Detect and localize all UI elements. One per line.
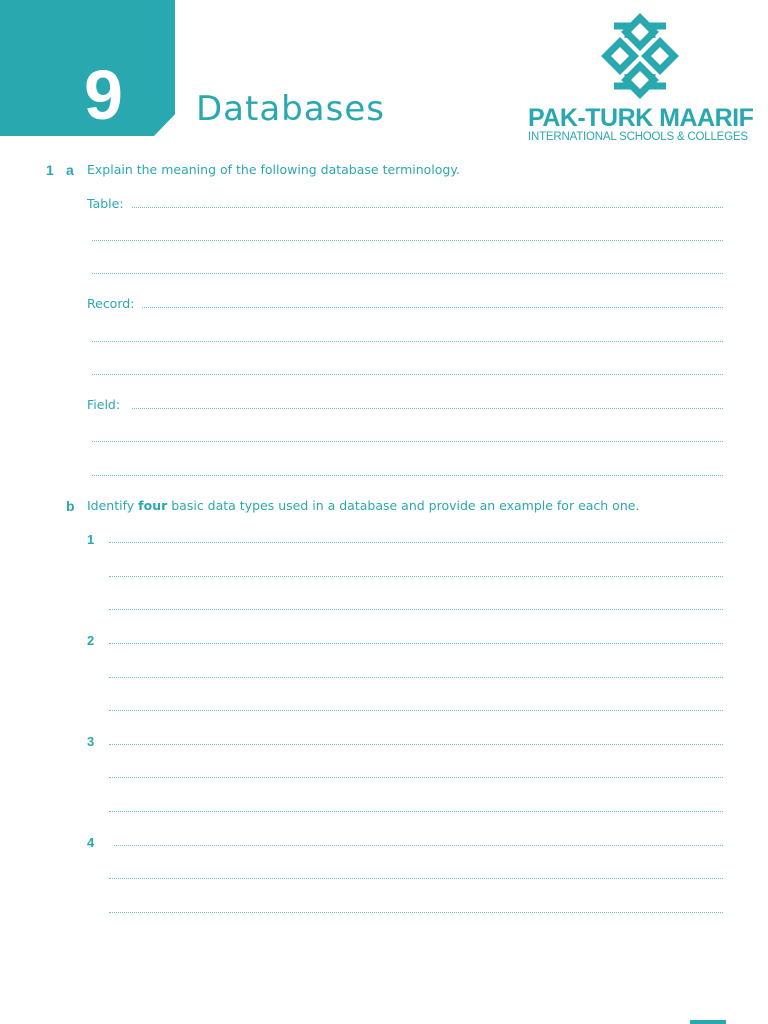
part-b-label: b [66, 498, 75, 514]
logo-subtitle: INTERNATIONAL SCHOOLS & COLLEGES [528, 131, 748, 143]
answer-line[interactable] [109, 811, 723, 812]
answer-line[interactable] [114, 845, 723, 846]
term-label-field: Field: [87, 397, 121, 412]
page-title: Databases [196, 89, 385, 129]
term-label-table: Table: [87, 196, 124, 211]
answer-line[interactable] [92, 341, 723, 342]
part-a-prompt: Explain the meaning of the following database terminology. [87, 162, 460, 177]
answer-line[interactable] [92, 240, 723, 241]
answer-line[interactable] [109, 744, 723, 745]
item-number: 2 [87, 633, 95, 648]
item-number: 3 [87, 734, 95, 749]
answer-line[interactable] [109, 710, 723, 711]
answer-line[interactable] [142, 307, 723, 308]
part-b-prompt: Identify four basic data types used in a database and provide an example for each one. [87, 498, 640, 513]
answer-line[interactable] [109, 878, 723, 879]
page-corner-mark [690, 1020, 726, 1024]
answer-line[interactable] [92, 273, 723, 274]
answer-line[interactable] [109, 912, 723, 913]
item-number: 1 [87, 532, 95, 547]
answer-line[interactable] [92, 441, 723, 442]
term-label-record: Record: [87, 296, 135, 311]
answer-line[interactable] [132, 408, 723, 409]
answer-line[interactable] [92, 475, 723, 476]
question-number: 1 [46, 162, 54, 178]
answer-line[interactable] [92, 374, 723, 375]
logo-name: PAK-TURK MAARIF [528, 104, 754, 132]
answer-line[interactable] [132, 207, 723, 208]
answer-line[interactable] [109, 777, 723, 778]
answer-line[interactable] [109, 677, 723, 678]
maarif-logo-icon [592, 12, 688, 100]
item-number: 4 [87, 835, 95, 850]
answer-line[interactable] [109, 643, 723, 644]
part-a-label: a [66, 162, 74, 178]
answer-line[interactable] [109, 542, 723, 543]
answer-line[interactable] [109, 576, 723, 577]
chapter-number: 9 [84, 56, 123, 134]
answer-line[interactable] [109, 609, 723, 610]
